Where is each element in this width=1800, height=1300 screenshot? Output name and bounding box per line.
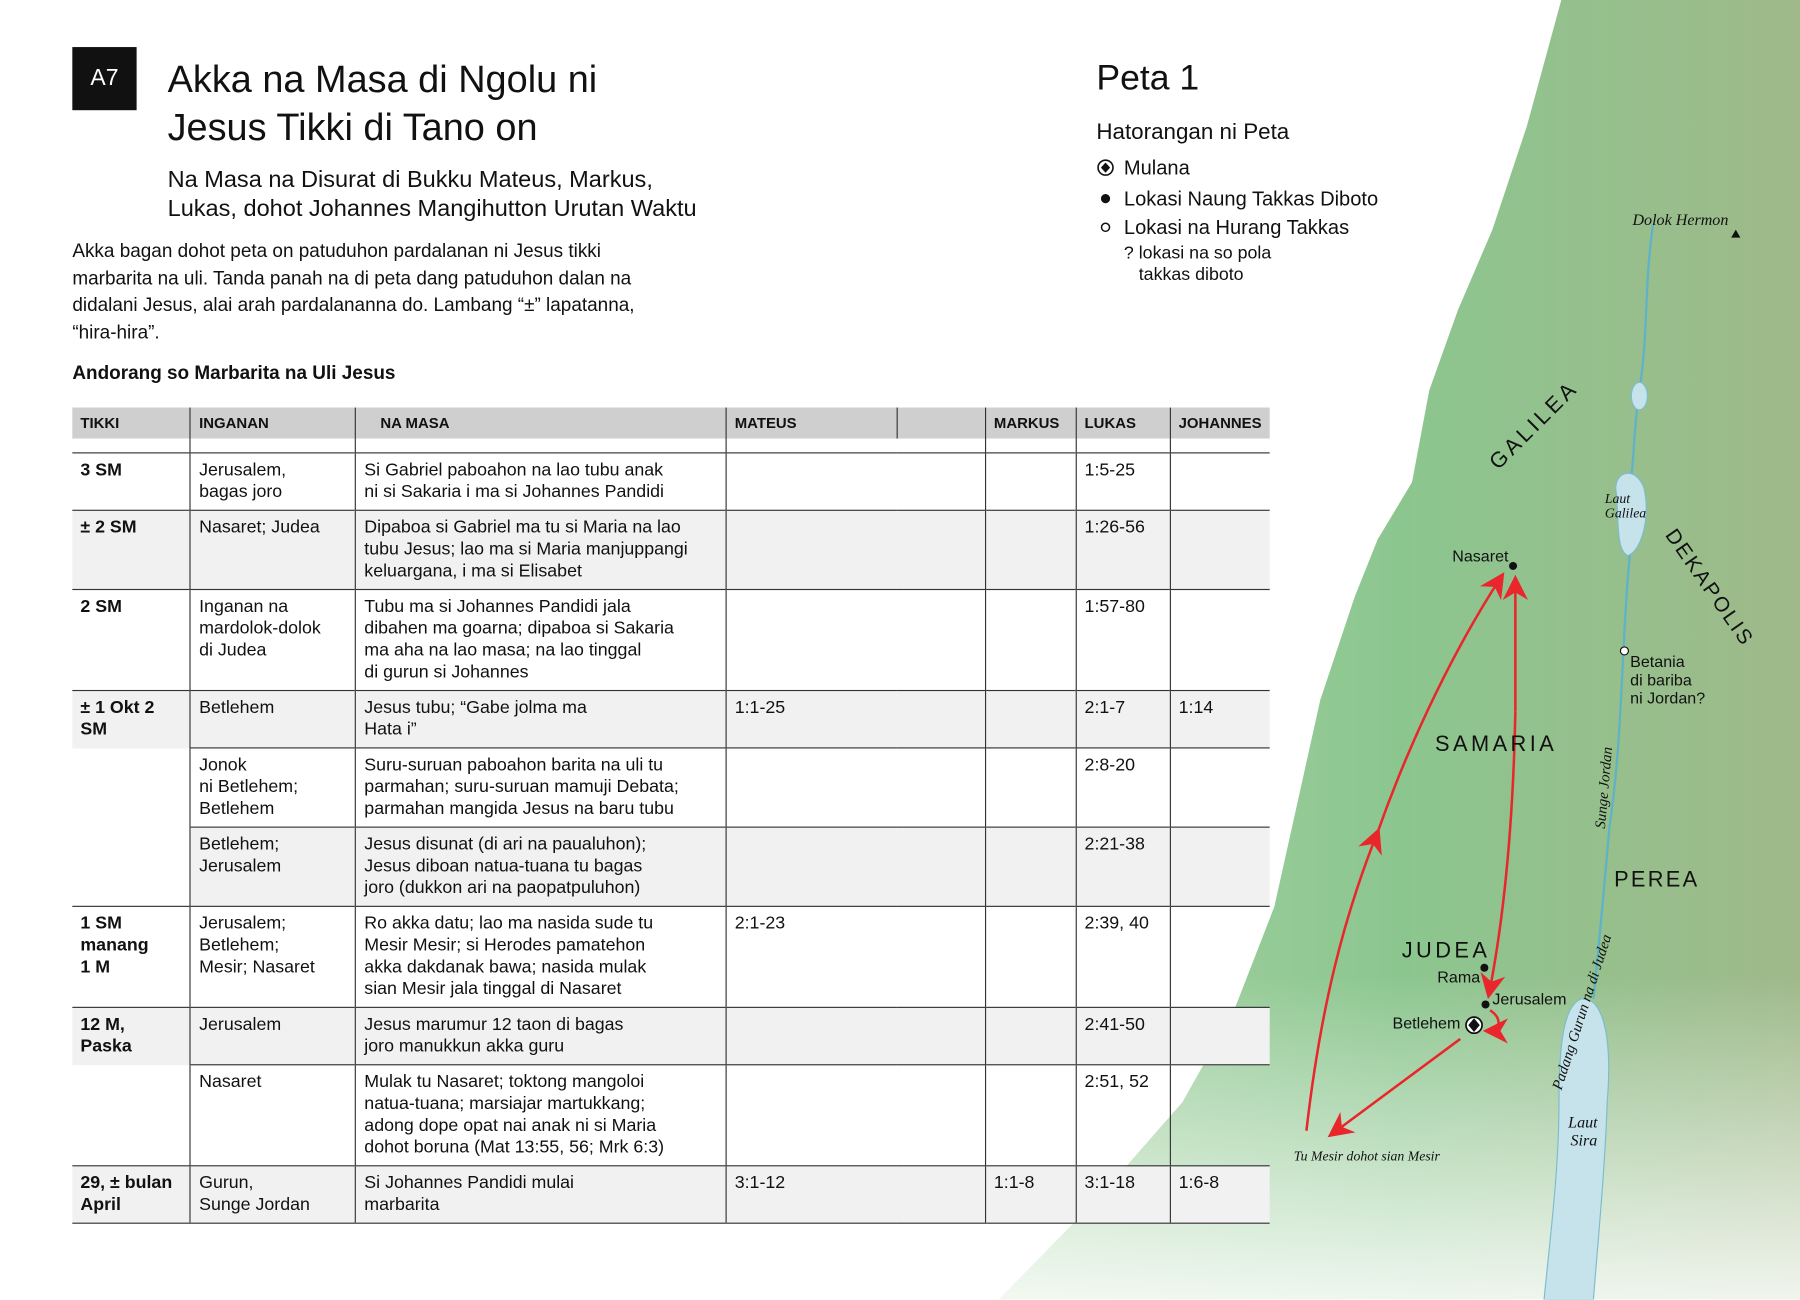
cell-masa: Jesus marumur 12 taon di bagas joro manukkun akka guru <box>356 1007 726 1064</box>
legend-label: Mulana <box>1123 156 1190 180</box>
label-samaria: SAMARIA <box>1435 730 1558 756</box>
col-lukas: LUKAS <box>1076 408 1170 439</box>
label-laut-galilea-2: Galilea <box>1604 505 1647 521</box>
cell-mateus <box>726 589 985 690</box>
label-perea: PEREA <box>1614 866 1700 892</box>
label-galilea: GALILEA <box>1483 375 1583 475</box>
col-blank <box>897 408 985 439</box>
col-markus: MARKUS <box>985 408 1076 439</box>
cell-johannes <box>1170 510 1270 589</box>
label-jerusalem: Jerusalem <box>1492 990 1567 1009</box>
cell-lukas: 2:51, 52 <box>1076 1065 1170 1166</box>
label-mesir: Tu Mesir dohot sian Mesir <box>1293 1148 1440 1164</box>
table-row <box>72 453 1269 510</box>
betania-dot <box>1620 647 1628 655</box>
cell-johannes <box>1170 827 1270 906</box>
cell-markus <box>985 510 1076 589</box>
cell-masa: Ro akka datu; lao ma nasida sude tu Mesir Mesir; si Herodes pamatehon akka dakdanak bawa; nasida mulak sian Mesir jala tinggal di Nasaret <box>356 906 726 1007</box>
label-judea: JUDEA <box>1401 937 1491 963</box>
col-inganan: INGANAN <box>190 408 355 439</box>
cell-johannes <box>1170 453 1270 510</box>
cell-johannes <box>1170 589 1270 690</box>
cell-tikki: 2 SM <box>72 589 190 690</box>
legend-note: ? lokasi na so pola takkas diboto <box>1123 243 1272 285</box>
cell-markus <box>985 906 1076 1007</box>
cell-inganan: Jerusalem, bagas joro <box>190 453 355 510</box>
cell-masa: Mulak tu Nasaret; toktong mangoloi natua-tuana; marsiajar martukkang; adong dope opat nai anak ni si Maria dohot boruna (Mat 13:55, 56; Mrk 6:3) <box>356 1065 726 1166</box>
cell-tikki: 29, ± bulan April <box>72 1166 190 1223</box>
cell-tikki <box>72 1065 190 1166</box>
col-mateus: MATEUS <box>726 408 897 439</box>
table-row <box>72 691 1269 748</box>
cell-inganan: Gurun, Sunge Jordan <box>190 1166 355 1223</box>
section-badge: A7 <box>72 47 136 110</box>
cell-mateus <box>726 748 985 827</box>
table-title: Andorang so Marbarita na Uli Jesus <box>72 362 396 384</box>
table-row <box>72 1065 1269 1166</box>
rama-dot <box>1480 964 1488 972</box>
cell-tikki <box>72 748 190 827</box>
cell-lukas: 1:26-56 <box>1076 510 1170 589</box>
page-subtitle: Na Masa na Disurat di Bukku Mateus, Markus, Lukas, dohot Johannes Mangihutton Urutan Waktu <box>167 166 697 222</box>
lake-huleh <box>1631 382 1647 410</box>
cell-masa: Tubu ma si Johannes Pandidi jala dibahen ma goarna; dipaboa si Sakaria ma aha na lao masa; na lao tinggal di gurun si Johannes <box>356 589 726 690</box>
cell-johannes <box>1170 906 1270 1007</box>
cell-masa: Jesus tubu; “Gabe jolma ma Hata i” <box>356 691 726 748</box>
table-row <box>72 510 1269 589</box>
start-marker-icon <box>1096 158 1124 176</box>
timeline-table <box>72 408 1269 1224</box>
cell-markus <box>985 453 1076 510</box>
cell-tikki: 3 SM <box>72 453 190 510</box>
label-rama: Rama <box>1437 968 1481 987</box>
cell-mateus <box>726 510 985 589</box>
legend-item <box>1096 216 1349 239</box>
table-row <box>72 906 1269 1007</box>
legend-label: Lokasi na Hurang Takkas <box>1123 215 1350 239</box>
col-na-masa: NA MASA <box>356 408 726 439</box>
cell-inganan: Betlehem; Jerusalem <box>190 827 355 906</box>
table-row <box>72 589 1269 690</box>
cell-lukas: 1:5-25 <box>1076 453 1170 510</box>
table-header <box>72 408 1269 439</box>
label-dekapolis: DEKAPOLIS <box>1660 524 1759 651</box>
cell-markus <box>985 748 1076 827</box>
table-row <box>72 1166 1269 1223</box>
filled-dot-icon <box>1096 189 1124 207</box>
cell-lukas: 1:57-80 <box>1076 589 1170 690</box>
legend-title: Hatorangan ni Peta <box>1096 119 1290 145</box>
jerusalem-dot <box>1481 1000 1489 1008</box>
cell-markus <box>985 827 1076 906</box>
cell-mateus: 1:1-25 <box>726 691 985 748</box>
cell-markus <box>985 589 1076 690</box>
cell-tikki: 1 SM manang 1 M <box>72 906 190 1007</box>
cell-lukas: 3:1-18 <box>1076 1166 1170 1223</box>
intro-text: Akka bagan dohot peta on patuduhon pardalanan ni Jesus tikki marbarita na uli. Tanda panah na di peta dang patuduhon dalan na didalani Jesus, alai arah pardalananna do. Lambang “±” lapatanna, “hira-hira”. <box>72 241 635 343</box>
label-laut-galilea: Laut <box>1604 490 1631 506</box>
legend-item <box>1096 156 1189 179</box>
cell-inganan: Nasaret; Judea <box>190 510 355 589</box>
cell-markus <box>985 1007 1076 1064</box>
col-tikki: TIKKI <box>72 408 190 439</box>
cell-mateus: 3:1-12 <box>726 1166 985 1223</box>
label-betania-3: ni Jordan? <box>1630 689 1706 708</box>
table-row <box>72 748 1269 827</box>
label-laut-sira-2: Sira <box>1570 1132 1598 1150</box>
cell-markus: 1:1-8 <box>985 1166 1076 1223</box>
cell-lukas: 2:1-7 <box>1076 691 1170 748</box>
label-betania: Betania <box>1630 652 1685 671</box>
label-hermon: Dolok Hermon <box>1632 212 1729 230</box>
cell-tikki: ± 2 SM <box>72 510 190 589</box>
label-padang: Padang Gurun na di Judea <box>1549 932 1616 1092</box>
label-betlehem: Betlehem <box>1392 1014 1461 1033</box>
cell-markus <box>985 691 1076 748</box>
cell-inganan: Jonok ni Betlehem; Betlehem <box>190 748 355 827</box>
spacer-row <box>72 439 1269 453</box>
cell-johannes: 1:14 <box>1170 691 1270 748</box>
cell-tikki: ± 1 Okt 2 SM <box>72 691 190 748</box>
cell-inganan: Jerusalem; Betlehem; Mesir; Nasaret <box>190 906 355 1007</box>
cell-masa: Si Johannes Pandidi mulai marbarita <box>356 1166 726 1223</box>
cell-masa: Si Gabriel paboahon na lao tubu anak ni si Sakaria i ma si Johannes Pandidi <box>356 453 726 510</box>
cell-johannes <box>1170 748 1270 827</box>
cell-lukas: 2:41-50 <box>1076 1007 1170 1064</box>
cell-inganan: Inganan na mardolok-dolok di Judea <box>190 589 355 690</box>
cell-inganan: Nasaret <box>190 1065 355 1166</box>
map-title: Peta 1 <box>1096 57 1200 98</box>
cell-mateus: 2:1-23 <box>726 906 985 1007</box>
cell-lukas: 2:8-20 <box>1076 748 1170 827</box>
label-nasaret: Nasaret <box>1452 547 1509 566</box>
cell-johannes <box>1170 1065 1270 1166</box>
cell-tikki <box>72 827 190 906</box>
label-betania-2: di bariba <box>1630 671 1692 690</box>
cell-masa: Dipaboa si Gabriel ma tu si Maria na lao tubu Jesus; lao ma si Maria manjuppangi keluargana, i ma si Elisabet <box>356 510 726 589</box>
legend-item <box>1096 187 1378 210</box>
table-row <box>72 827 1269 906</box>
legend-label: Lokasi Naung Takkas Diboto <box>1123 187 1379 211</box>
cell-lukas: 2:21-38 <box>1076 827 1170 906</box>
hollow-dot-icon <box>1096 218 1124 236</box>
cell-johannes: 1:6-8 <box>1170 1166 1270 1223</box>
cell-inganan: Jerusalem <box>190 1007 355 1064</box>
cell-tikki: 12 M, Paska <box>72 1007 190 1064</box>
cell-mateus <box>726 1065 985 1166</box>
cell-mateus <box>726 827 985 906</box>
cell-inganan: Betlehem <box>190 691 355 748</box>
cell-masa: Suru-suruan paboahon barita na uli tu parmahan; suru-suruan mamuji Debata; parmahan mangida Jesus na baru tubu <box>356 748 726 827</box>
cell-lukas: 2:39, 40 <box>1076 906 1170 1007</box>
cell-markus <box>985 1065 1076 1166</box>
table-row <box>72 1007 1269 1064</box>
col-johannes: JOHANNES <box>1170 408 1270 439</box>
label-jordan: Sunge Jordan <box>1592 746 1617 830</box>
page-title: Akka na Masa di Ngolu ni Jesus Tikki di Tano on <box>167 57 598 149</box>
cell-mateus <box>726 453 985 510</box>
nasaret-dot <box>1509 562 1517 570</box>
cell-masa: Jesus disunat (di ari na paualuhon); Jesus diboan natua-tuana tu bagas joro (dukkon ari na paopatpuluhon) <box>356 827 726 906</box>
label-laut-sira: Laut <box>1568 1114 1598 1132</box>
cell-mateus <box>726 1007 985 1064</box>
cell-johannes <box>1170 1007 1270 1064</box>
